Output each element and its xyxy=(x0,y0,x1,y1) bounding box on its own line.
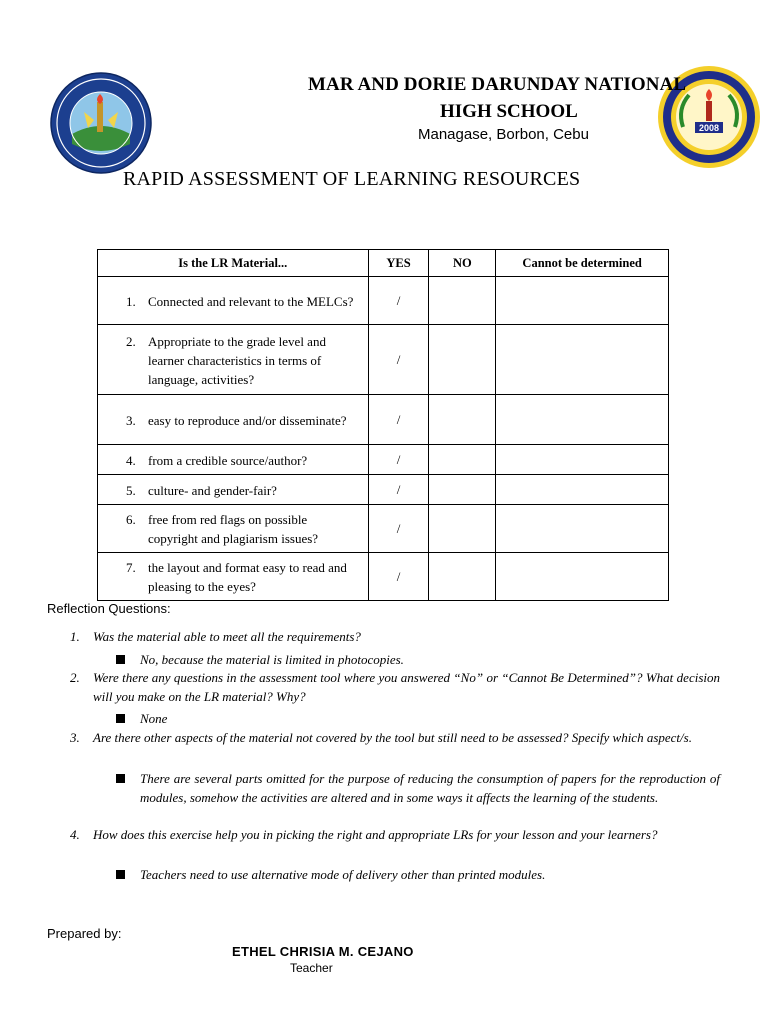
reflection-question xyxy=(70,668,720,706)
yes-cell: / xyxy=(368,277,429,325)
yes-cell: / xyxy=(368,395,429,445)
prepared-by-label: Prepared by: xyxy=(47,926,122,941)
question-text: Are there other aspects of the material not covered by the tool but still need to be assessed? Specify which aspect/s. xyxy=(93,730,692,745)
school-seal-year: 2008 xyxy=(698,123,720,133)
header-no: NO xyxy=(429,250,496,277)
answer-text: There are several parts omitted for the purpose of reducing the consumption of papers for the reproduction of modules, somehow the activities are altered and in some ways it affects the learning of the students. xyxy=(140,771,720,805)
table-row xyxy=(98,395,669,445)
cbd-cell xyxy=(496,553,669,601)
criterion-number: 1. xyxy=(126,293,136,309)
criterion-text: Connected and relevant to the MELCs? xyxy=(148,293,354,309)
square-bullet-icon xyxy=(116,655,125,664)
criterion-text: free from red flags on possible copyright and plagiarism issues? xyxy=(148,512,319,546)
criterion-text: easy to reproduce and/or disseminate? xyxy=(148,412,347,428)
table-row xyxy=(98,475,669,505)
answer-text: Teachers need to use alternative mode of delivery other than printed modules. xyxy=(140,867,546,882)
reflection-question xyxy=(70,627,720,646)
yes-cell: / xyxy=(368,475,429,505)
answer-text: No, because the material is limited in photocopies. xyxy=(140,652,404,667)
question-text: Was the material able to meet all the requirements? xyxy=(93,629,361,644)
cbd-cell xyxy=(496,395,669,445)
cbd-cell xyxy=(496,445,669,475)
reflection-answer xyxy=(116,769,720,807)
reflection-label: Reflection Questions: xyxy=(47,601,171,616)
yes-cell: / xyxy=(368,553,429,601)
reflection-answer xyxy=(116,865,720,884)
no-cell xyxy=(429,395,496,445)
question-number: 2. xyxy=(70,670,80,685)
table-row xyxy=(98,325,669,395)
header-cannot-be-determined: Cannot be determined xyxy=(496,250,669,277)
question-number: 3. xyxy=(70,730,80,745)
question-number: 1. xyxy=(70,629,80,644)
question-text: Were there any questions in the assessment tool where you answered “No” or “Cannot Be Determined”? What decision will you make on the LR material? Why? xyxy=(93,670,720,704)
question-text: How does this exercise help you in picking the right and appropriate LRs for your lesson and your learners? xyxy=(93,827,658,842)
school-address: Managase, Borbon, Cebu xyxy=(418,126,589,143)
header-criteria: Is the LR Material... xyxy=(98,250,369,277)
cbd-cell xyxy=(496,475,669,505)
cbd-cell xyxy=(496,277,669,325)
reflection-answer xyxy=(116,709,720,728)
document-title: RAPID ASSESSMENT OF LEARNING RESOURCES xyxy=(123,168,581,190)
criterion-number: 4. xyxy=(126,452,136,468)
yes-cell: / xyxy=(368,505,429,553)
no-cell xyxy=(429,277,496,325)
criterion-number: 3. xyxy=(126,412,136,428)
assessment-table xyxy=(97,249,669,601)
criterion-text: from a credible source/author? xyxy=(148,452,308,468)
preparer-role: Teacher xyxy=(290,961,333,975)
table-row xyxy=(98,505,669,553)
criterion-number: 5. xyxy=(126,482,136,498)
table-row xyxy=(98,553,669,601)
table-row xyxy=(98,445,669,475)
reflection-question xyxy=(70,728,720,747)
no-cell xyxy=(429,505,496,553)
criterion-number: 2. xyxy=(126,333,136,349)
question-number: 4. xyxy=(70,827,80,842)
criterion-text: Appropriate to the grade level and learner characteristics in terms of language, activities? xyxy=(148,333,326,387)
yes-cell: / xyxy=(368,325,429,395)
division-seal-icon xyxy=(50,72,152,174)
no-cell xyxy=(429,475,496,505)
square-bullet-icon xyxy=(116,870,125,879)
square-bullet-icon xyxy=(116,714,125,723)
cbd-cell xyxy=(496,505,669,553)
school-name-line2: HIGH SCHOOL xyxy=(440,101,578,122)
answer-text: None xyxy=(140,711,168,726)
school-name-line1: MAR AND DORIE DARUNDAY NATIONAL xyxy=(308,74,687,95)
no-cell xyxy=(429,325,496,395)
reflection-answer xyxy=(116,650,720,669)
square-bullet-icon xyxy=(116,774,125,783)
table-row xyxy=(98,277,669,325)
table-header-row xyxy=(98,250,669,277)
criterion-text: the layout and format easy to read and pleasing to the eyes? xyxy=(148,560,347,594)
no-cell xyxy=(429,553,496,601)
criterion-number: 7. xyxy=(126,560,136,575)
preparer-name: ETHEL CHRISIA M. CEJANO xyxy=(232,944,414,959)
criterion-number: 6. xyxy=(126,512,136,527)
reflection-question xyxy=(70,825,720,844)
cbd-cell xyxy=(496,325,669,395)
yes-cell: / xyxy=(368,445,429,475)
header-yes: YES xyxy=(368,250,429,277)
no-cell xyxy=(429,445,496,475)
criterion-text: culture- and gender-fair? xyxy=(148,482,277,498)
